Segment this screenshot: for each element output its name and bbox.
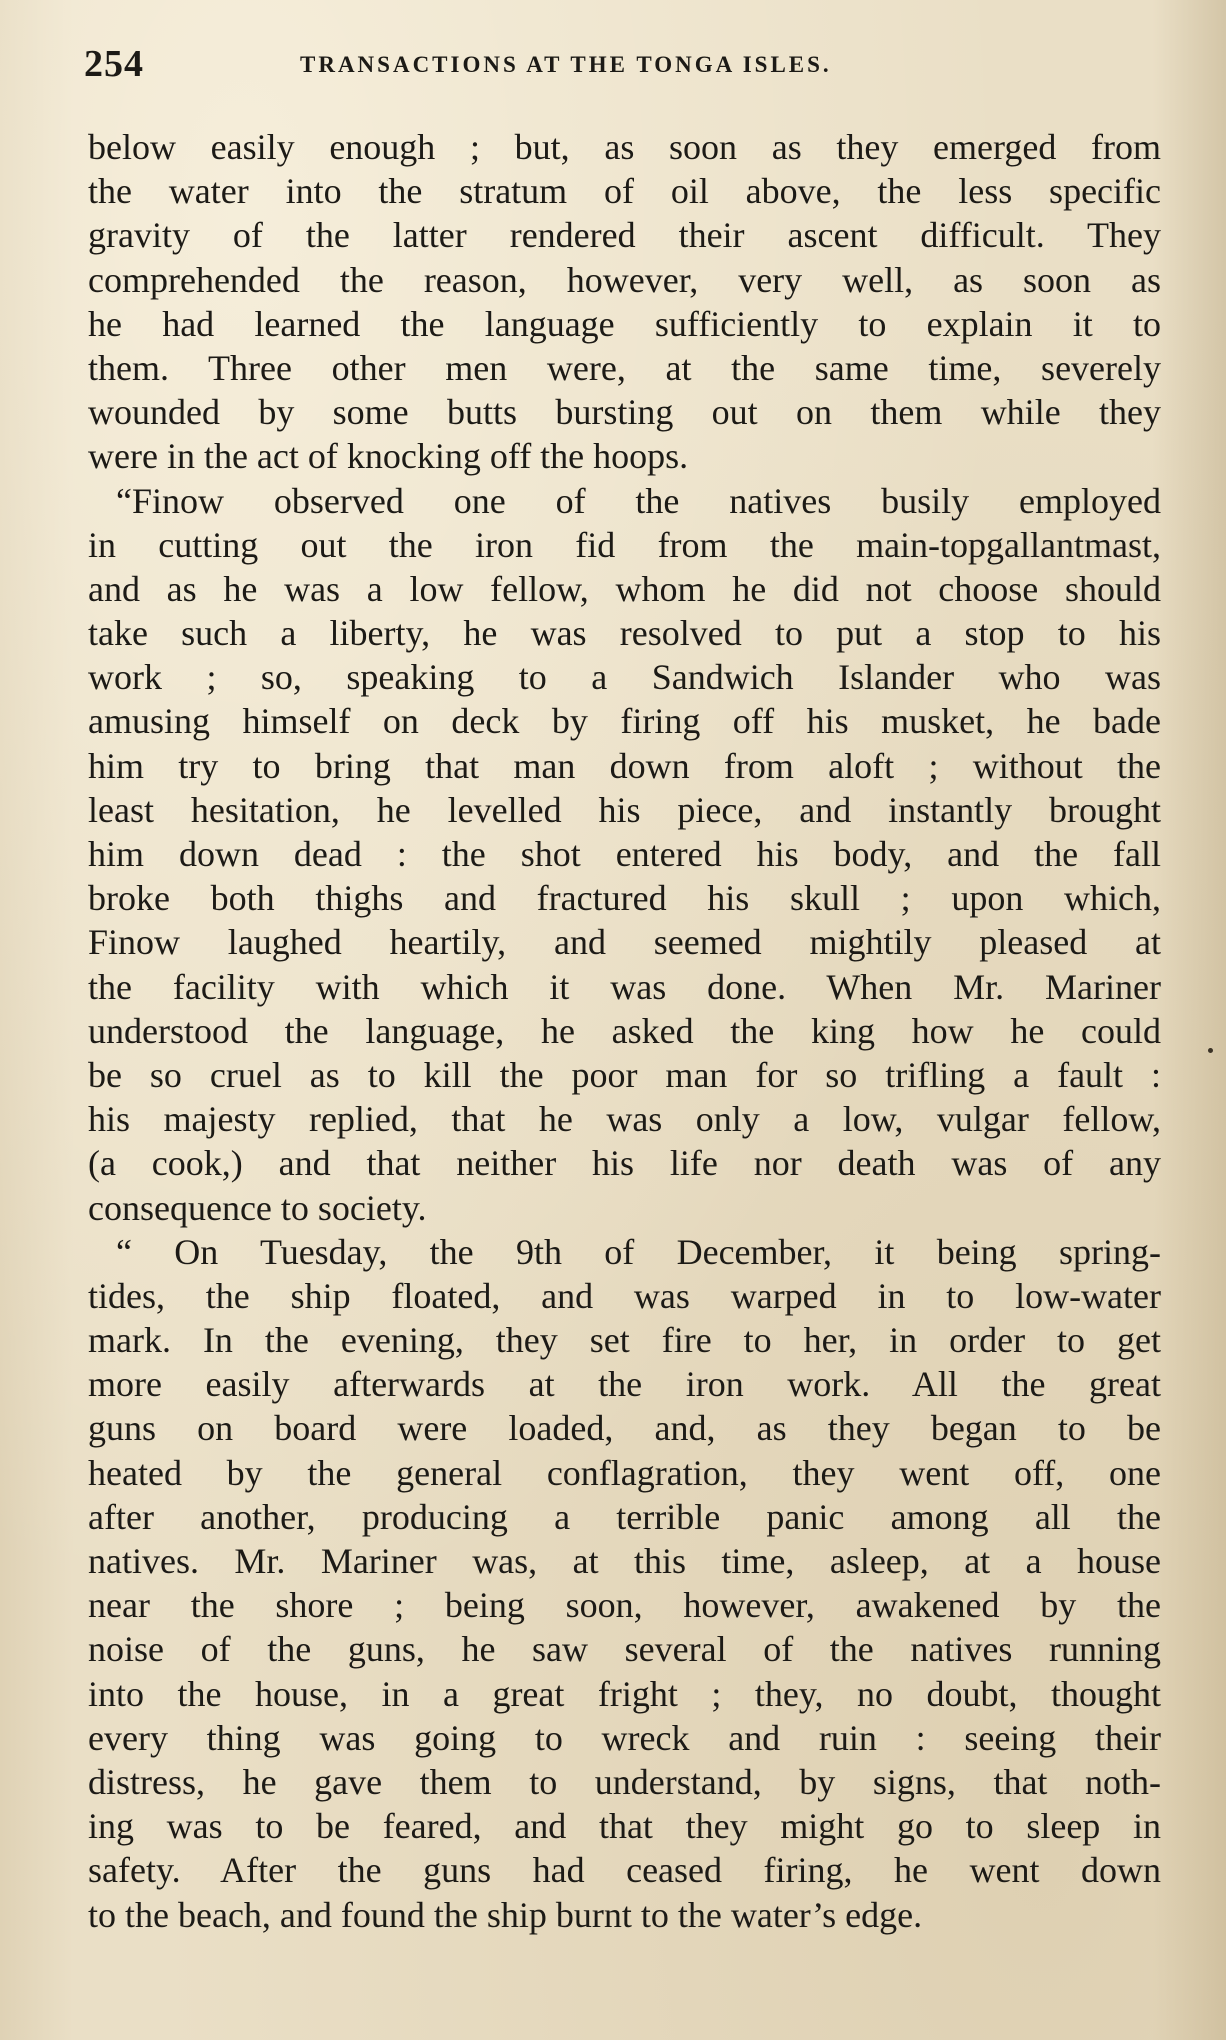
- text-line: (a cook,) and that neither his life nor death was of any: [88, 1143, 1161, 1184]
- text-line: he had learned the language sufficiently to explain it to: [88, 303, 1161, 344]
- text-line: amusing himself on deck by firing off his musket, he bade: [88, 701, 1161, 742]
- text-line: to the beach, and found the ship burnt to the water’s edge.: [88, 1894, 923, 1935]
- text-line: them. Three other men were, at the same time, severely: [88, 347, 1161, 388]
- text-line: near the shore ; being soon, however, awakened by the: [88, 1585, 1161, 1626]
- text-line: distress, he gave them to understand, by signs, that noth-: [88, 1761, 1161, 1802]
- paper-speck: [1208, 1048, 1213, 1053]
- text-line: him down dead : the shot entered his body, and the fall: [88, 834, 1161, 874]
- text-line: every thing was going to wreck and ruin : seeing their: [88, 1717, 1161, 1758]
- text-line: after another, producing a terrible panic among all the: [88, 1496, 1161, 1537]
- text-line: natives. Mr. Mariner was, at this time, asleep, at a house: [88, 1541, 1161, 1581]
- text-line: into the house, in a great fright ; they, no doubt, thought: [88, 1673, 1161, 1714]
- text-line: “Finow observed one of the natives busily employed: [116, 480, 1161, 521]
- text-line: more easily afterwards at the iron work. All the great: [88, 1364, 1161, 1405]
- text-line: least hesitation, he levelled his piece, and instantly brought: [88, 789, 1161, 830]
- text-line: were in the act of knocking off the hoops.: [88, 436, 689, 477]
- paragraph: [88, 1230, 1161, 1937]
- text-line: safety. After the guns had ceased firing, he went down: [88, 1850, 1161, 1891]
- text-line: mark. In the evening, they set fire to her, in order to get: [88, 1320, 1161, 1361]
- text-line: heated by the general conflagration, they went off, one: [88, 1452, 1161, 1493]
- text-line: work ; so, speaking to a Sandwich Islander who was: [88, 657, 1161, 698]
- text-line: in cutting out the iron fid from the main-topgallantmast,: [88, 524, 1161, 565]
- text-line: tides, the ship floated, and was warped in to low-water: [88, 1275, 1161, 1316]
- text-line: and as he was a low fellow, whom he did not choose should: [88, 568, 1161, 609]
- text-line: understood the language, he asked the king how he could: [88, 1010, 1161, 1051]
- paragraph: [88, 479, 1161, 1230]
- text-line: be so cruel as to kill the poor man for so trifling a fault :: [88, 1054, 1161, 1095]
- text-line: him try to bring that man down from aloft ; without the: [88, 745, 1161, 786]
- text-line: the water into the stratum of oil above, the less specific: [88, 171, 1161, 212]
- text-line: ing was to be feared, and that they might go to sleep in: [88, 1806, 1161, 1847]
- paragraph: [88, 125, 1161, 479]
- text-line: take such a liberty, he was resolved to put a stop to his: [88, 613, 1161, 654]
- text-line: gravity of the latter rendered their ascent difficult. They: [88, 215, 1161, 256]
- text-line: wounded by some butts bursting out on them while they: [88, 392, 1161, 433]
- text-line: noise of the guns, he saw several of the natives running: [88, 1629, 1161, 1670]
- body-text: [88, 125, 1161, 1937]
- running-title: TRANSACTIONS AT THE TONGA ISLES.: [300, 52, 832, 77]
- text-line: consequence to society.: [88, 1187, 427, 1228]
- page-number: 254: [84, 43, 144, 85]
- text-line: comprehended the reason, however, very well, as soon as: [88, 259, 1161, 300]
- text-line: his majesty replied, that he was only a low, vulgar fellow,: [88, 1099, 1161, 1140]
- text-line: “ On Tuesday, the 9th of December, it being spring-: [116, 1231, 1161, 1272]
- text-line: the facility with which it was done. When Mr. Mariner: [88, 966, 1161, 1007]
- text-line: Finow laughed heartily, and seemed mightily pleased at: [88, 922, 1161, 963]
- text-line: below easily enough ; but, as soon as they emerged from: [88, 127, 1161, 167]
- running-head: [84, 42, 1164, 92]
- text-line: guns on board were loaded, and, as they began to be: [88, 1408, 1161, 1449]
- text-line: broke both thighs and fractured his skull ; upon which,: [88, 878, 1161, 919]
